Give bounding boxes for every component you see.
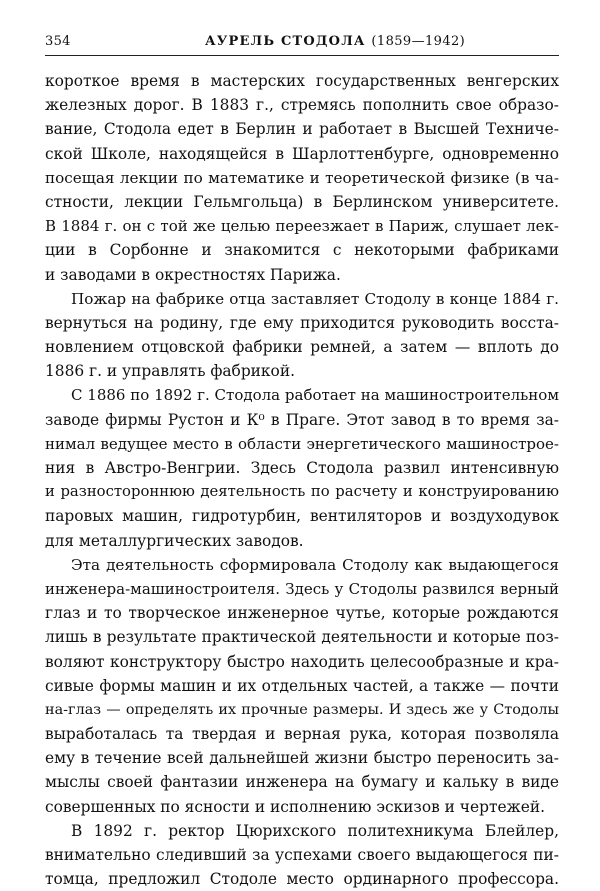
text-line: и разностороннюю деятельность по расчету и конструированию <box>45 483 559 501</box>
text-line: ской Школе, находящейся в Шарлоттенбурге, одновременно <box>45 144 559 163</box>
text-line: паровых машин, гидротурбин, вентиляторов и воздуходувок <box>45 507 559 526</box>
text-line: выработалась та твердая и верная рука, которая позволяла <box>45 725 559 744</box>
text-line: 1886 г. и управлять фабрикой. <box>45 362 295 381</box>
text-line: железных дорог. В 1883 г., стремясь пополнить свое образо- <box>45 96 559 115</box>
running-title-dates: (1859—1942) <box>371 34 466 49</box>
text-line: томца, предложил Стодоле место ординарного профессора. <box>45 870 559 889</box>
text-line: стности, лекции Гельмгольца) в Берлинском университете. <box>45 192 559 211</box>
text-line: Эта деятельность сформировала Стодолу как выдающегося <box>71 555 559 574</box>
text-line: ния в Австро-Венгрии. Здесь Стодола развил интенсивную <box>45 459 559 477</box>
paragraph-4 <box>45 553 559 819</box>
page-number: 354 <box>45 34 71 49</box>
running-title-name: АУРЕЛЬ СТОДОЛА <box>205 34 366 49</box>
text-line: вание, Стодола едет в Берлин и работает в Высшей Техниче- <box>45 120 559 139</box>
text-line: инженера-машиностроителя. Здесь у Стодолы развился верный <box>45 579 559 598</box>
text-line: новлением отцовской фабрики ремней, а затем — вплоть до <box>45 338 559 357</box>
paragraph-2 <box>45 287 559 384</box>
paragraph-3 <box>45 383 559 552</box>
paragraph-1 <box>45 69 559 287</box>
text-line: вернуться на родину, где ему приходится руководить восста- <box>45 313 559 332</box>
text-line: В 1884 г. он с той же целью переезжает в Париж, слушает лек- <box>45 217 559 236</box>
paragraph-5 <box>45 819 559 891</box>
body-text <box>45 69 559 891</box>
text-line: лишь в результате практической деятельности и которые поз- <box>45 628 559 647</box>
text-line: глаз и то творческое инженерное чутье, которые рождаются <box>45 604 559 623</box>
text-line: совершенных по ясности и исполнению эскизов и чертежей. <box>45 797 545 816</box>
running-head <box>45 34 559 54</box>
text-line: Пожар на фабрике отца заставляет Стодолу в конце 1884 г. <box>71 289 559 308</box>
text-line: для металлургических заводов. <box>45 531 304 550</box>
text-line: посещая лекции по математике и теоретической физике (в ча- <box>45 168 559 187</box>
text-line: В 1892 г. ректор Цюрихского политехникума Блейлер, <box>71 821 559 840</box>
text-line: нимал ведущее место в области энергетического машинострое- <box>45 434 559 453</box>
text-line: ему в течение всей дальнейшей жизни быстро переносить за- <box>45 749 559 768</box>
text-line: сивые формы машин и их отдельных частей, а также — почти <box>45 676 559 695</box>
text-line: на-глаз — определять их прочные размеры. И здесь же у Стодолы <box>45 701 559 718</box>
text-line: заводе фирмы Рустон и К⁰ в Праге. Этот завод в то время за- <box>45 410 559 429</box>
text-line: короткое время в мастерских государственных венгерских <box>45 72 559 90</box>
text-line: С 1886 по 1892 г. Стодола работает на машиностроительном <box>71 386 559 405</box>
text-line: мыслы своей фантазии инженера на бумагу и кальку в виде <box>45 773 559 792</box>
header-rule <box>45 55 559 56</box>
text-line: и заводами в окрестностях Парижа. <box>45 265 341 284</box>
text-line: воляют конструктору быстро находить целесообразные и кра- <box>45 652 559 671</box>
text-line: ции в Сорбонне и знакомится с некоторыми фабриками <box>45 241 559 260</box>
running-title <box>205 34 465 49</box>
text-line: внимательно следивший за успехами своего выдающегося пи- <box>45 846 559 864</box>
